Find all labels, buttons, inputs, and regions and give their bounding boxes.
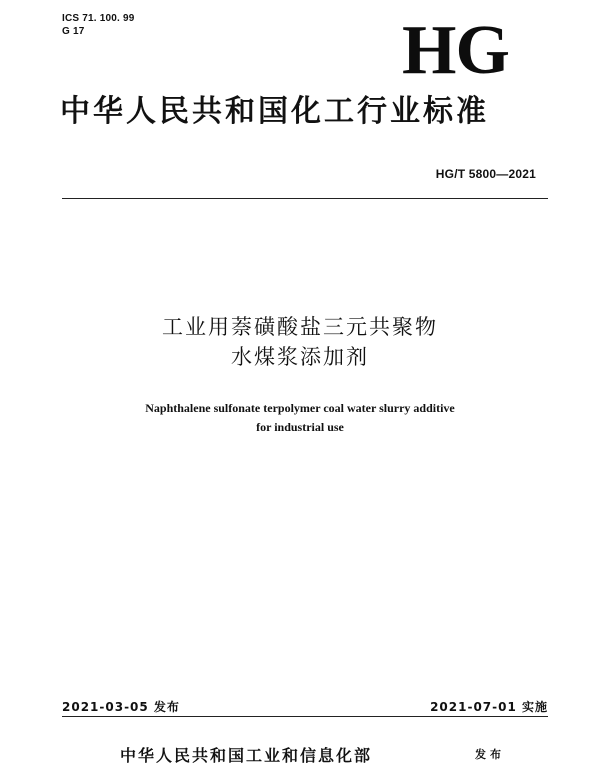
hg-logo: HG (402, 12, 509, 89)
implementation-date: 2021-07-01 实施 (430, 700, 548, 714)
publisher-name: 中华人民共和国工业和信息化部 (120, 746, 373, 765)
chinese-title-line-2: 水煤浆添加剂 (231, 345, 369, 369)
ccs-code: G 17 (62, 26, 85, 37)
issue-date: 2021-03-05 发布 (62, 700, 180, 714)
ics-code: ICS 71. 100. 99 (62, 13, 135, 24)
top-divider (62, 198, 548, 199)
chinese-title-line-1: 工业用萘磺酸盐三元共聚物 (162, 315, 438, 339)
english-title-line-1: Naphthalene sulfonate terpolymer coal water slurry additive (145, 401, 455, 415)
bottom-divider (62, 716, 548, 717)
publish-label: 发布 (475, 748, 505, 761)
standard-number: HG/T 5800—2021 (435, 167, 536, 181)
standard-category-title: 中华人民共和国化工行业标准 (60, 94, 489, 129)
ics-classification (62, 12, 135, 38)
english-title-line-2: for industrial use (256, 420, 344, 434)
